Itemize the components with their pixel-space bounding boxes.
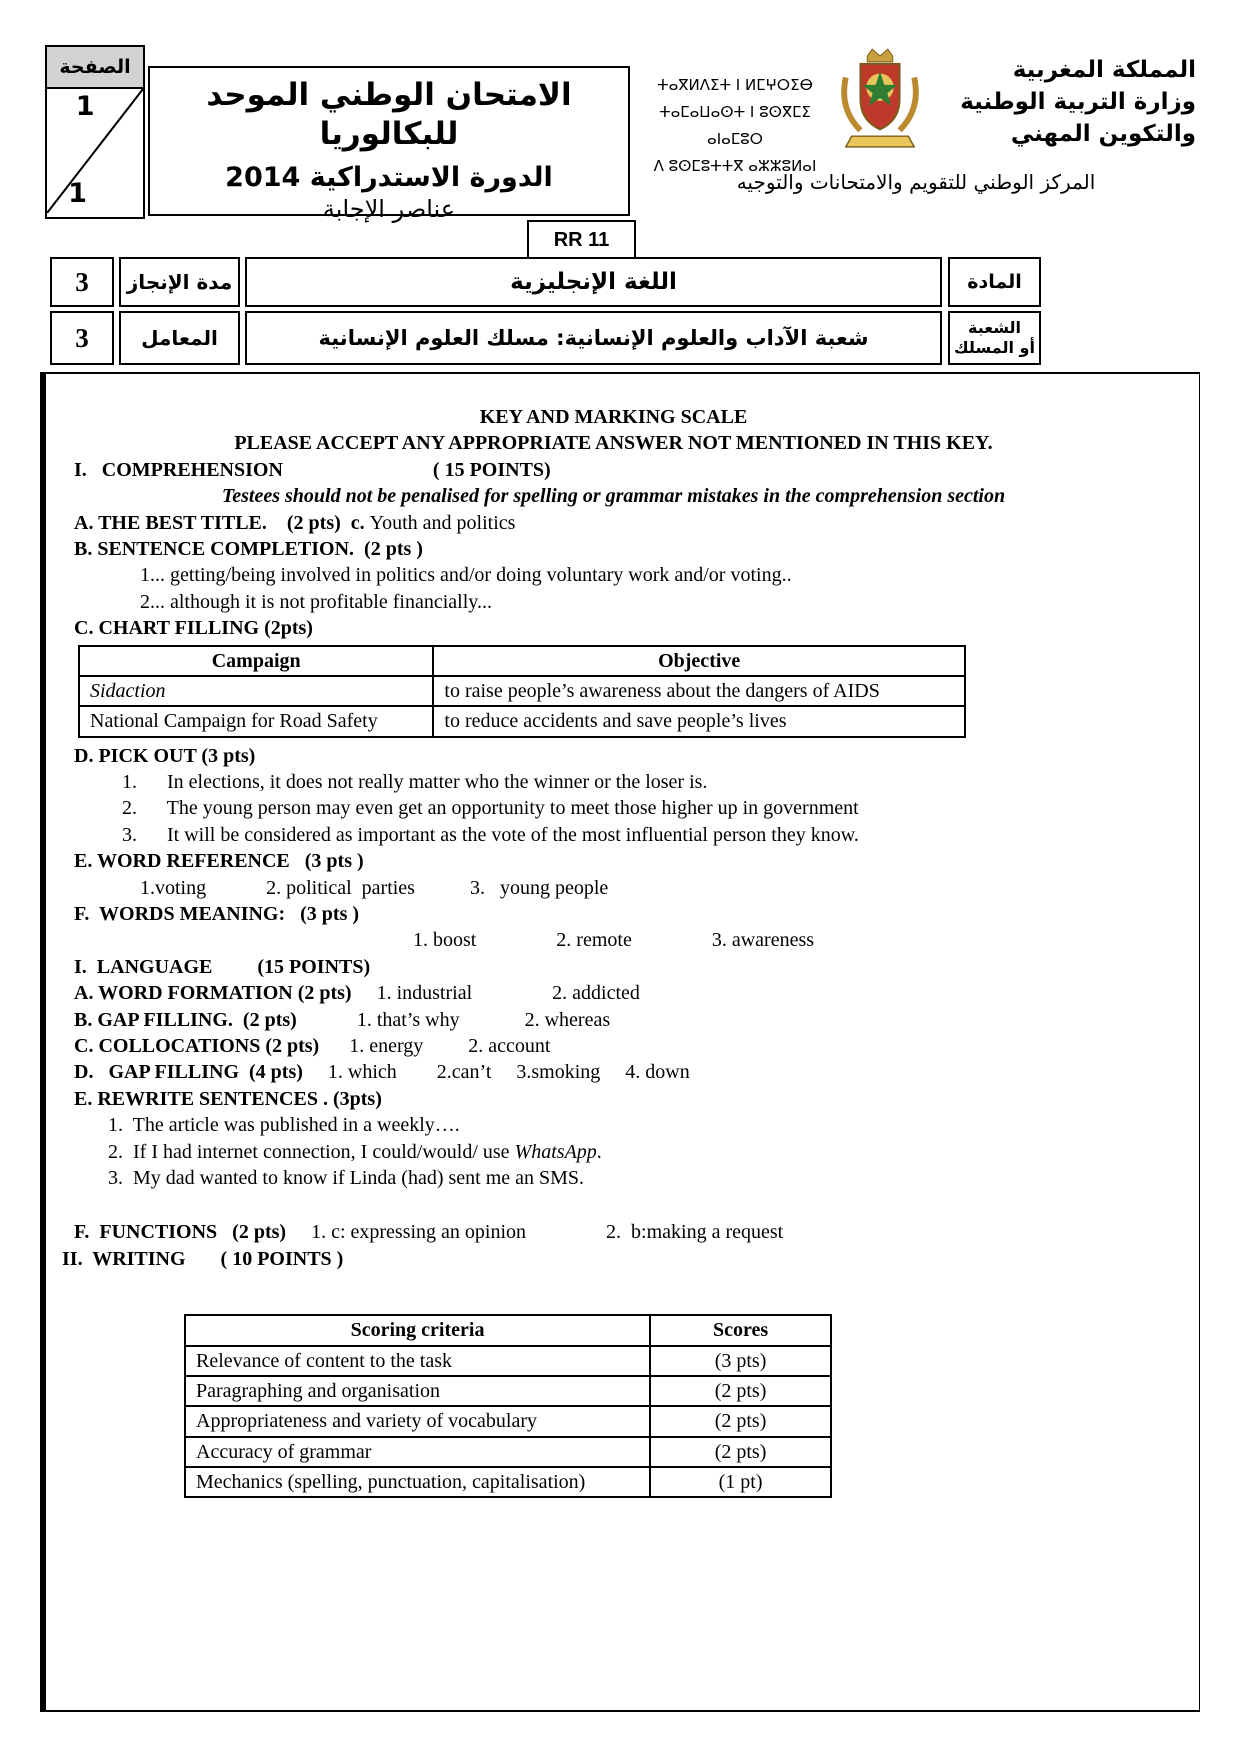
branch-label xyxy=(948,311,1041,365)
accept-any-answer-note: PLEASE ACCEPT ANY APPROPRIATE ANSWER NOT MENTIONED IN THIS KEY. xyxy=(234,432,993,455)
word-reference-heading: E. WORD REFERENCE (3 pts ) xyxy=(74,850,364,873)
word-formation-answers: 1. industrial 2. addicted xyxy=(351,982,640,1005)
pick-out-heading: D. PICK OUT (3 pts) xyxy=(74,744,256,767)
tifinagh-line-3: ⴷ ⵓⵙⵎⵓⵜⵜⴳ ⴰⵣⵣⵓⵍⴰⵏ xyxy=(653,157,817,175)
words-meaning-answers: 1. boost 2. remote 3. awareness xyxy=(412,929,815,952)
subject-label: المادة xyxy=(948,257,1041,307)
page-total: 1 xyxy=(68,178,87,209)
gap-filling-4-line xyxy=(62,1059,1165,1085)
ministry-header xyxy=(926,54,1196,151)
chart-table-header-row xyxy=(79,646,965,676)
criteria-cell-3: Appropriateness and variety of vocabulary xyxy=(185,1406,650,1436)
criteria-cell-2: Paragraphing and organisation xyxy=(185,1376,650,1406)
objective-cell-2: to reduce accidents and save people’s lives xyxy=(433,706,965,736)
main-title: KEY AND MARKING SCALE xyxy=(479,406,748,428)
gap-filling-2-line xyxy=(62,1007,1165,1033)
exam-title-box xyxy=(148,66,630,223)
campaign-cell-2: National Campaign for Road Safety xyxy=(79,706,433,736)
score-cell-2: (2 pts) xyxy=(650,1376,831,1406)
comprehension-heading: I. COMPREHENSION ( 15 POINTS) xyxy=(74,458,551,481)
tifinagh-line-1: ⵜⴰⴳⵍⴷⵉⵜ ⵏ ⵍⵎⵖⵔⵉⴱ xyxy=(657,76,813,94)
answer-key-content xyxy=(40,372,1200,1712)
page-current: 1 xyxy=(75,91,95,122)
word-formation-heading: A. WORD FORMATION (2 pts) xyxy=(74,982,352,1005)
rewrite-item-1: 1. The article was published in a weekly…. xyxy=(108,1114,460,1137)
table-row xyxy=(185,1376,831,1406)
chart-filling-table xyxy=(78,645,966,738)
tifinagh-line-2: ⵜⴰⵎⴰⵡⴰⵙⵜ ⵏ ⵓⵙⴳⵎⵉ ⴰⵏⴰⵎⵓⵔ xyxy=(659,103,811,148)
ministry-line-2: والتكوين المهني xyxy=(1010,121,1196,148)
branch-label-line-1: الشعبة xyxy=(967,318,1022,337)
ministry-line-1: وزارة التربية الوطنية xyxy=(960,89,1196,116)
score-cell-1: (3 pts) xyxy=(650,1346,831,1376)
pick-out-item-2: 2. The young person may even get an opportunity to meet those higher up in government xyxy=(122,797,859,820)
scoring-criteria-table xyxy=(184,1314,832,1498)
collocations-line xyxy=(62,1033,1165,1059)
exam-title-calligraphy: الامتحان الوطني الموحد للبكالوريا xyxy=(206,77,572,152)
scoring-col-criteria: Scoring criteria xyxy=(185,1315,650,1345)
chart-col-objective: Objective xyxy=(433,646,965,676)
table-row xyxy=(79,676,965,706)
rewrite-item-2-period: . xyxy=(596,1140,602,1163)
page-label: الصفحة xyxy=(47,47,143,89)
table-row xyxy=(185,1346,831,1376)
subject-value: اللغة الإنجليزية xyxy=(245,257,942,307)
best-title-line xyxy=(62,510,1165,536)
gap-filling-2-answers: 1. that’s why 2. whereas xyxy=(296,1008,611,1031)
tifinagh-header xyxy=(636,72,834,180)
diagonal-line-icon xyxy=(47,89,143,213)
sentence-completion-item-2: 2... although it is not profitable financially... xyxy=(140,590,492,613)
functions-answers: 1. c: expressing an opinion 2. b:making a request xyxy=(286,1221,784,1244)
sentence-completion-item-1: 1... getting/being involved in politics and/or doing voluntary work and/or voting.. xyxy=(140,564,792,587)
table-row xyxy=(185,1406,831,1436)
sentence-completion-heading: B. SENTENCE COMPLETION. (2 pts ) xyxy=(74,537,423,560)
criteria-cell-4: Accuracy of grammar xyxy=(185,1437,650,1467)
scoring-table-header-row xyxy=(185,1315,831,1345)
rewrite-item-3: 3. My dad wanted to know if Linda (had) sent me an SMS. xyxy=(108,1166,585,1189)
branch-label-line-2: أو المسلك xyxy=(954,338,1035,357)
table-row xyxy=(185,1467,831,1497)
duration-label: مدة الإنجاز xyxy=(119,257,240,307)
branch-value: شعبة الآداب والعلوم الإنسانية: مسلك العلوم الإنسانية xyxy=(245,311,942,365)
page-number-box xyxy=(45,45,145,219)
exam-session: الدورة الاستدراكية 2014 xyxy=(225,161,553,193)
reference-code: RR 11 xyxy=(527,220,636,260)
comprehension-note: Testees should not be penalised for spelling or grammar mistakes in the comprehension section xyxy=(221,485,1006,508)
best-title-label: A. THE BEST TITLE. (2 pts) c. xyxy=(74,511,370,534)
morocco-coat-of-arms-icon xyxy=(836,46,924,154)
scoring-col-scores: Scores xyxy=(650,1315,831,1345)
rewrite-item-2 xyxy=(62,1139,1165,1165)
collocations-heading: C. COLLOCATIONS (2 pts) xyxy=(74,1034,320,1057)
word-reference-answers: 1.voting 2. political parties 3. young people xyxy=(140,876,609,899)
objective-cell-1: to raise people’s awareness about the dangers of AIDS xyxy=(433,676,965,706)
rewrite-sentences-heading: E. REWRITE SENTENCES . (3pts) xyxy=(74,1087,382,1110)
functions-line xyxy=(62,1219,1165,1245)
rewrite-item-2-text: 2. If I had internet connection, I could/would/ use xyxy=(108,1140,515,1163)
table-row xyxy=(79,706,965,736)
best-title-answer: Youth and politics xyxy=(369,511,516,534)
pick-out-item-1: 1. In elections, it does not really matter who the winner or the loser is. xyxy=(122,771,708,794)
criteria-cell-1: Relevance of content to the task xyxy=(185,1346,650,1376)
writing-heading: II. WRITING ( 10 POINTS ) xyxy=(62,1247,344,1270)
chart-filling-heading: C. CHART FILLING (2pts) xyxy=(74,617,313,640)
score-cell-4: (2 pts) xyxy=(650,1437,831,1467)
campaign-cell-1: Sidaction xyxy=(79,676,433,706)
score-cell-3: (2 pts) xyxy=(650,1406,831,1436)
pick-out-item-3: 3. It will be considered as important as the vote of the most influential person they know. xyxy=(122,823,859,846)
gap-filling-4-answers: 1. which 2.can’t 3.smoking 4. down xyxy=(302,1061,690,1084)
kingdom-label: المملكة المغربية xyxy=(1012,57,1196,83)
collocations-answers: 1. energy 2. account xyxy=(319,1034,551,1057)
page-fraction xyxy=(47,89,143,213)
criteria-cell-5: Mechanics (spelling, punctuation, capitalisation) xyxy=(185,1467,650,1497)
coefficient-value: 3 xyxy=(50,311,114,365)
duration-value: 3 xyxy=(50,257,114,307)
word-formation-line xyxy=(62,980,1165,1006)
coefficient-label: المعامل xyxy=(119,311,240,365)
national-center-label: المركز الوطني للتقويم والامتحانات والتوجيه xyxy=(736,170,1096,194)
answer-elements-label: عناصر الإجابة xyxy=(322,194,456,223)
rewrite-item-2-app-name: WhatsApp xyxy=(514,1140,597,1163)
score-cell-5: (1 pt) xyxy=(650,1467,831,1497)
chart-col-campaign: Campaign xyxy=(79,646,433,676)
words-meaning-heading: F. WORDS MEANING: (3 pts ) xyxy=(74,903,360,926)
gap-filling-4-heading: D. GAP FILLING (4 pts) xyxy=(74,1061,303,1084)
language-heading: I. LANGUAGE (15 POINTS) xyxy=(74,955,371,978)
table-row xyxy=(185,1437,831,1467)
gap-filling-2-heading: B. GAP FILLING. (2 pts) xyxy=(74,1008,297,1031)
functions-heading: F. FUNCTIONS (2 pts) xyxy=(74,1221,287,1244)
